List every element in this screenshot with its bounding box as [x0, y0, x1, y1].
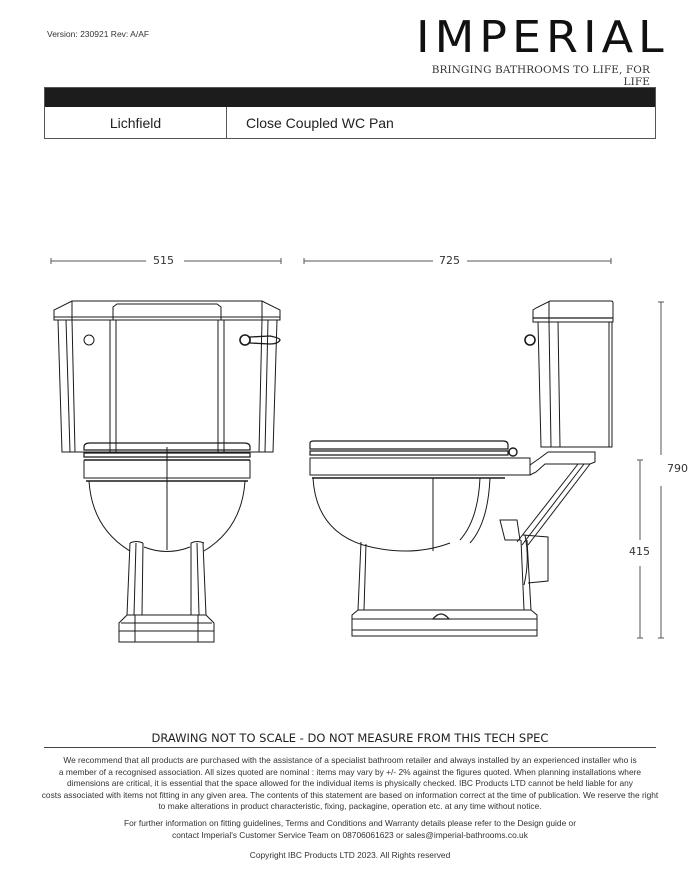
scale-notice: DRAWING NOT TO SCALE - DO NOT MEASURE FROM THIS TECH SPEC [44, 731, 656, 748]
product-title-table [44, 87, 656, 139]
disclaimer-line: a member of a recognised association. All sizes quoted are nominal : items may vary by +/- 2% against the figures quoted. When planning installations where [58, 766, 642, 777]
technical-drawing [0, 240, 700, 660]
contact-info [10, 818, 690, 841]
brand-name: IMPERIAL [416, 11, 669, 63]
version-label: Version: 230921 Rev: A/AF [47, 29, 150, 39]
front-view [54, 301, 280, 642]
product-range: Lichfield [45, 107, 227, 138]
disclaimer-line: dimensions are critical, it is essential that the space allowed for the individual items is physically checked. IBC Products LTD cannot be held liable for any [67, 778, 633, 788]
pan-height-dimension-label: 415 [626, 545, 653, 558]
total-height-dimension-label: 790 [664, 462, 691, 475]
info-line: For further information on fitting guidelines, Terms and Conditions and Warranty details please refer to the Design guide or [123, 818, 577, 828]
copyright-text: Copyright IBC Products LTD 2023. All Rights reserved [249, 850, 451, 860]
title-bar [45, 88, 655, 107]
disclaimer-text [10, 755, 690, 813]
disclaimer-line: to make alterations in product characteristic, fixing, packagine, operation etc. at any time without notice. [158, 801, 542, 811]
disclaimer-line: We recommend that all products are purchased with the assistance of a specialist bathroom retailer and always installed by an experienced installer who is [63, 755, 637, 765]
info-line: contact Imperial's Customer Service Team on 08706061623 or sales@imperial-bathrooms.co.uk [172, 829, 528, 840]
disclaimer-line: costs associated with items not fitting in any given area. The contents of this statement are based on information correct at the time of publication. We reserve the right [41, 789, 659, 800]
brand-logo [416, 11, 669, 88]
side-view [310, 301, 613, 636]
wc-drawing-svg [0, 240, 700, 660]
brand-tagline: BRINGING BATHROOMS TO LIFE, FOR LIFE [431, 64, 650, 88]
depth-dimension-label: 725 [436, 254, 463, 267]
title-row [45, 107, 655, 138]
product-type: Close Coupled WC Pan [246, 114, 394, 131]
width-dimension-label: 515 [150, 254, 177, 267]
